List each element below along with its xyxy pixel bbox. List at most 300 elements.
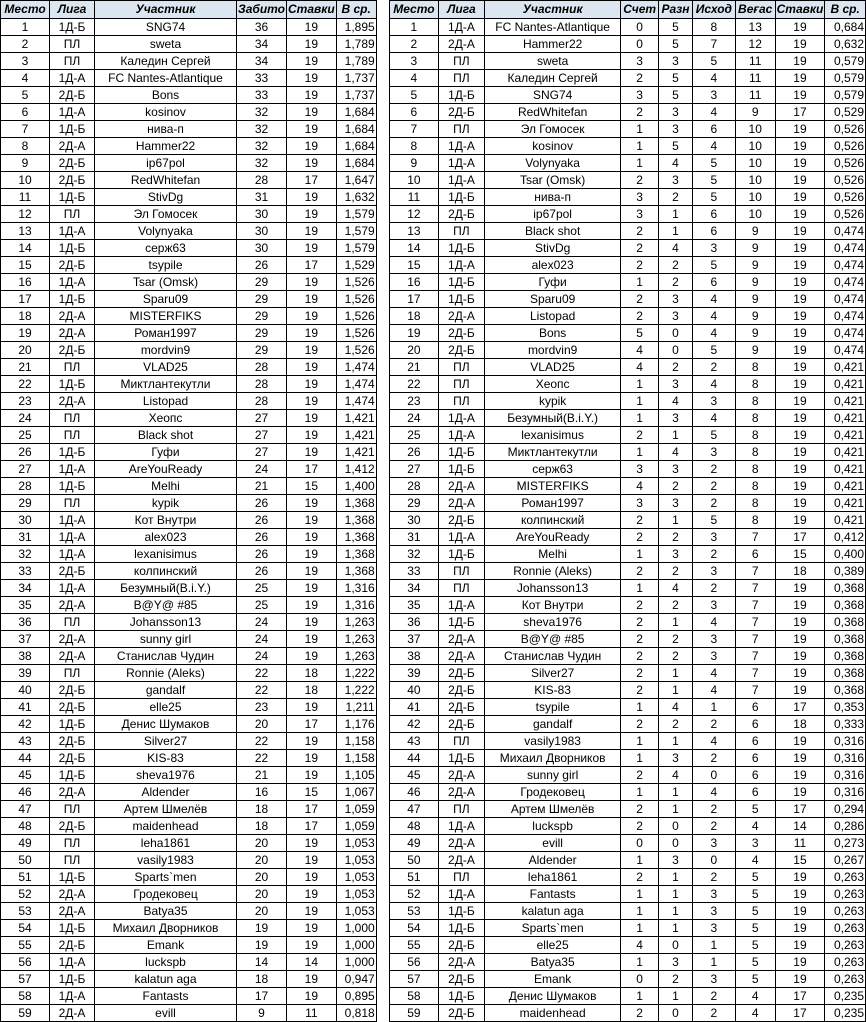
table-row: [1, 886, 377, 903]
table-cell: 4: [692, 376, 735, 393]
table-cell: 3: [659, 172, 693, 189]
table-cell: 18: [237, 818, 287, 835]
table-cell: 40: [390, 682, 439, 699]
table-cell: 19: [287, 342, 337, 359]
table-cell: 28: [237, 359, 287, 376]
table-cell: 0: [621, 19, 659, 36]
table-row: [390, 784, 866, 801]
table-cell: 2: [692, 988, 735, 1005]
table-cell: 40: [1, 682, 50, 699]
table-cell: 19: [775, 70, 825, 87]
table-cell: 1Д-А: [50, 223, 95, 240]
table-cell: 3: [692, 903, 735, 920]
table-cell: Хеопс: [485, 376, 621, 393]
table-cell: 28: [1, 478, 50, 495]
table-cell: 2: [659, 716, 693, 733]
table-cell: 3: [659, 53, 693, 70]
table-cell: Безумный(B.i.Y.): [95, 580, 237, 597]
table-cell: 26: [237, 495, 287, 512]
table-cell: 1Д-А: [50, 512, 95, 529]
table-cell: 19: [287, 308, 337, 325]
table-cell: 1: [659, 988, 693, 1005]
table-cell: 19: [775, 444, 825, 461]
left-table-body: [1, 19, 377, 1022]
table-row: [390, 699, 866, 716]
table-cell: 8: [735, 393, 775, 410]
table-cell: 47: [390, 801, 439, 818]
table-cell: 9: [735, 291, 775, 308]
table-cell: 2Д-А: [50, 903, 95, 920]
table-cell: 15: [287, 478, 337, 495]
table-row: [1, 427, 377, 444]
table-cell: 2: [1, 36, 50, 53]
table-cell: Sparts`men: [95, 869, 237, 886]
table-row: [390, 444, 866, 461]
table-cell: 1,222: [336, 665, 376, 682]
table-cell: 19: [775, 733, 825, 750]
table-cell: 1Д-Б: [50, 444, 95, 461]
column-header: Веғас: [735, 1, 775, 19]
table-cell: 0,333: [825, 716, 866, 733]
table-cell: 6: [735, 546, 775, 563]
table-cell: 0,368: [825, 614, 866, 631]
table-cell: 2Д-А: [438, 954, 484, 971]
table-cell: ПЛ: [438, 359, 484, 376]
table-cell: 2Д-А: [438, 767, 484, 784]
table-cell: 2: [692, 716, 735, 733]
table-row: [390, 1005, 866, 1022]
table-cell: ПЛ: [438, 733, 484, 750]
table-cell: 19: [287, 206, 337, 223]
table-cell: 3: [659, 121, 693, 138]
table-row: [390, 393, 866, 410]
table-cell: 16: [237, 784, 287, 801]
table-cell: 3: [659, 495, 693, 512]
table-cell: 3: [659, 291, 693, 308]
table-cell: 39: [1, 665, 50, 682]
table-cell: 1Д-Б: [438, 750, 484, 767]
table-cell: 2: [659, 597, 693, 614]
table-cell: 4: [659, 444, 693, 461]
table-cell: 12: [390, 206, 439, 223]
table-cell: 2Д-А: [50, 631, 95, 648]
table-cell: 7: [1, 121, 50, 138]
table-cell: luckspb: [95, 954, 237, 971]
table-cell: 19: [287, 563, 337, 580]
table-cell: 2: [621, 70, 659, 87]
table-cell: 1Д-Б: [438, 461, 484, 478]
table-row: [390, 614, 866, 631]
table-cell: 19: [775, 597, 825, 614]
table-cell: Hammer22: [485, 36, 621, 53]
table-cell: 2: [659, 563, 693, 580]
table-row: [390, 291, 866, 308]
table-cell: 19: [287, 512, 337, 529]
table-cell: Станислав Чудин: [485, 648, 621, 665]
table-row: [1, 444, 377, 461]
table-cell: 37: [390, 631, 439, 648]
table-cell: 2: [659, 648, 693, 665]
table-cell: 19: [775, 308, 825, 325]
table-row: [390, 512, 866, 529]
table-cell: Денис Шумаков: [485, 988, 621, 1005]
table-cell: 19: [287, 138, 337, 155]
table-cell: 1: [621, 954, 659, 971]
table-row: [1, 223, 377, 240]
table-cell: 1,647: [336, 172, 376, 189]
table-cell: 0,474: [825, 240, 866, 257]
table-cell: 1,053: [336, 886, 376, 903]
table-cell: 37: [1, 631, 50, 648]
table-cell: lexanisimus: [485, 427, 621, 444]
table-cell: Aldender: [95, 784, 237, 801]
table-cell: серж63: [95, 240, 237, 257]
table-cell: 5: [692, 427, 735, 444]
table-cell: 10: [735, 121, 775, 138]
table-cell: 19: [775, 121, 825, 138]
table-row: [390, 852, 866, 869]
table-cell: 8: [735, 376, 775, 393]
table-cell: 9: [735, 308, 775, 325]
table-cell: 0,526: [825, 189, 866, 206]
table-cell: 1Д-А: [438, 257, 484, 274]
table-cell: 1Д-Б: [50, 121, 95, 138]
table-cell: 1,053: [336, 852, 376, 869]
table-cell: 2: [621, 631, 659, 648]
table-cell: 5: [735, 937, 775, 954]
table-cell: 2: [621, 257, 659, 274]
table-row: [390, 801, 866, 818]
table-cell: 1Д-А: [50, 70, 95, 87]
table-cell: 10: [735, 189, 775, 206]
table-cell: 2Д-А: [50, 393, 95, 410]
table-cell: 2: [621, 512, 659, 529]
table-cell: 1: [659, 733, 693, 750]
table-cell: Гродековец: [485, 784, 621, 801]
table-row: [390, 529, 866, 546]
table-cell: 24: [237, 648, 287, 665]
table-cell: Эл Гомосек: [485, 121, 621, 138]
table-row: [390, 495, 866, 512]
table-cell: 1: [621, 580, 659, 597]
table-cell: 2Д-А: [50, 886, 95, 903]
table-cell: 2: [692, 495, 735, 512]
table-cell: ПЛ: [438, 869, 484, 886]
table-cell: vasily1983: [95, 852, 237, 869]
table-cell: 19: [287, 886, 337, 903]
table-row: [390, 36, 866, 53]
table-cell: 26: [237, 546, 287, 563]
table-cell: 11: [775, 835, 825, 852]
table-row: [390, 240, 866, 257]
table-cell: 2: [621, 767, 659, 784]
table-row: [390, 376, 866, 393]
table-cell: 2Д-Б: [50, 342, 95, 359]
table-cell: 0,526: [825, 172, 866, 189]
table-cell: 3: [692, 886, 735, 903]
table-cell: 5: [621, 325, 659, 342]
table-row: [390, 274, 866, 291]
table-cell: 1Д-А: [50, 104, 95, 121]
table-cell: 19: [775, 291, 825, 308]
table-cell: 1Д-Б: [50, 869, 95, 886]
table-cell: 1,000: [336, 954, 376, 971]
table-cell: 0: [659, 1005, 693, 1022]
table-cell: 19: [287, 121, 337, 138]
table-cell: 7: [735, 648, 775, 665]
table-cell: 44: [390, 750, 439, 767]
table-cell: 2Д-Б: [50, 937, 95, 954]
table-row: [390, 835, 866, 852]
table-cell: 9: [735, 257, 775, 274]
table-cell: Listopad: [485, 308, 621, 325]
table-cell: 2Д-Б: [438, 665, 484, 682]
table-cell: Ronnie (Aleks): [95, 665, 237, 682]
table-row: [390, 87, 866, 104]
table-cell: 17: [775, 1005, 825, 1022]
table-row: [1, 359, 377, 376]
table-cell: leha1861: [95, 835, 237, 852]
table-cell: 1,632: [336, 189, 376, 206]
table-cell: 9: [735, 104, 775, 121]
column-header: В ср.: [336, 1, 376, 19]
table-cell: 2: [621, 716, 659, 733]
table-cell: 27: [237, 410, 287, 427]
table-cell: 0,474: [825, 291, 866, 308]
table-cell: 19: [287, 104, 337, 121]
table-row: [390, 716, 866, 733]
table-cell: 19: [287, 427, 337, 444]
table-row: [390, 546, 866, 563]
table-cell: Bons: [485, 325, 621, 342]
table-cell: 2Д-Б: [50, 682, 95, 699]
table-row: [1, 53, 377, 70]
column-header: Место: [1, 1, 50, 19]
table-cell: 6: [692, 223, 735, 240]
table-cell: 19: [775, 750, 825, 767]
table-cell: 14: [237, 954, 287, 971]
table-cell: 12: [1, 206, 50, 223]
table-cell: 2Д-А: [50, 138, 95, 155]
table-cell: 27: [1, 461, 50, 478]
table-cell: 19: [775, 359, 825, 376]
table-cell: 1,789: [336, 53, 376, 70]
table-cell: 3: [621, 495, 659, 512]
table-cell: Volynyaka: [485, 155, 621, 172]
table-cell: 22: [237, 682, 287, 699]
table-cell: 2: [659, 359, 693, 376]
table-cell: 28: [237, 393, 287, 410]
table-cell: 50: [390, 852, 439, 869]
table-cell: 22: [237, 665, 287, 682]
table-cell: 4: [692, 410, 735, 427]
table-cell: Станислав Чудин: [95, 648, 237, 665]
table-cell: 0,421: [825, 376, 866, 393]
table-cell: 2Д-Б: [50, 172, 95, 189]
table-cell: 1: [659, 784, 693, 801]
table-cell: tsypile: [95, 257, 237, 274]
table-cell: Listopad: [95, 393, 237, 410]
table-cell: 21: [1, 359, 50, 376]
table-cell: 5: [1, 87, 50, 104]
table-cell: 3: [692, 87, 735, 104]
table-cell: 33: [237, 70, 287, 87]
table-cell: 1: [659, 206, 693, 223]
table-cell: Emank: [95, 937, 237, 954]
table-cell: 1Д-А: [438, 427, 484, 444]
table-cell: ПЛ: [50, 36, 95, 53]
table-cell: 1,526: [336, 291, 376, 308]
table-row: [1, 325, 377, 342]
table-row: [1, 648, 377, 665]
table-cell: Гуфи: [95, 444, 237, 461]
table-cell: 19: [287, 631, 337, 648]
table-cell: 2: [621, 308, 659, 325]
table-cell: 1Д-Б: [50, 376, 95, 393]
table-cell: 1Д-Б: [50, 19, 95, 36]
table-cell: 47: [1, 801, 50, 818]
table-row: [1, 206, 377, 223]
table-cell: 56: [390, 954, 439, 971]
table-cell: 0: [659, 835, 693, 852]
table-cell: maidenhead: [485, 1005, 621, 1022]
table-cell: 49: [390, 835, 439, 852]
table-cell: 28: [237, 376, 287, 393]
table-cell: 1: [390, 19, 439, 36]
table-cell: 1: [659, 920, 693, 937]
table-cell: 0: [659, 325, 693, 342]
table-cell: 0,368: [825, 648, 866, 665]
table-cell: 4: [659, 580, 693, 597]
table-cell: 2Д-Б: [438, 971, 484, 988]
table-cell: 0,368: [825, 682, 866, 699]
table-cell: 23: [1, 393, 50, 410]
table-cell: 17: [775, 104, 825, 121]
table-cell: 26: [1, 444, 50, 461]
table-cell: Роман1997: [95, 325, 237, 342]
table-cell: 2: [621, 648, 659, 665]
table-row: [390, 138, 866, 155]
table-cell: 1,526: [336, 274, 376, 291]
table-cell: 1,368: [336, 495, 376, 512]
table-cell: 10: [390, 172, 439, 189]
table-cell: lexanisimus: [95, 546, 237, 563]
table-cell: 1: [659, 665, 693, 682]
table-cell: колпинский: [485, 512, 621, 529]
table-cell: FC Nantes-Atlantique: [485, 19, 621, 36]
table-cell: 9: [735, 274, 775, 291]
table-cell: 1: [659, 223, 693, 240]
table-cell: 26: [237, 512, 287, 529]
table-cell: 1Д-А: [50, 274, 95, 291]
table-cell: 7: [735, 682, 775, 699]
table-row: [1, 852, 377, 869]
table-cell: 29: [237, 274, 287, 291]
table-cell: 3: [621, 87, 659, 104]
table-cell: 2Д-А: [438, 852, 484, 869]
table-cell: 19: [775, 53, 825, 70]
table-cell: 1Д-А: [438, 410, 484, 427]
table-cell: 9: [735, 223, 775, 240]
table-cell: kosinov: [95, 104, 237, 121]
table-cell: sunny girl: [95, 631, 237, 648]
table-cell: 19: [287, 767, 337, 784]
table-cell: 1: [621, 376, 659, 393]
table-cell: 10: [735, 172, 775, 189]
table-cell: 1Д-Б: [438, 920, 484, 937]
table-row: [1, 614, 377, 631]
table-cell: 1: [621, 393, 659, 410]
table-cell: 1: [659, 614, 693, 631]
table-row: [1, 784, 377, 801]
table-cell: 58: [390, 988, 439, 1005]
table-cell: 1,684: [336, 121, 376, 138]
table-cell: 14: [775, 818, 825, 835]
table-cell: KIS-83: [485, 682, 621, 699]
table-row: [390, 461, 866, 478]
table-cell: 1,895: [336, 19, 376, 36]
table-cell: 19: [287, 699, 337, 716]
table-cell: 17: [287, 716, 337, 733]
table-cell: 35: [1, 597, 50, 614]
table-cell: 2: [621, 801, 659, 818]
table-cell: 0,421: [825, 410, 866, 427]
table-cell: 1: [621, 988, 659, 1005]
table-cell: 2Д-Б: [438, 104, 484, 121]
table-cell: 1,158: [336, 750, 376, 767]
table-cell: Гуфи: [485, 274, 621, 291]
table-cell: Безумный(B.i.Y.): [485, 410, 621, 427]
table-row: [390, 869, 866, 886]
table-cell: 39: [390, 665, 439, 682]
table-cell: 17: [775, 699, 825, 716]
table-cell: AreYouReady: [95, 461, 237, 478]
table-cell: 4: [621, 342, 659, 359]
table-cell: 22: [390, 376, 439, 393]
table-cell: 19: [775, 427, 825, 444]
table-cell: 8: [1, 138, 50, 155]
table-cell: 2Д-Б: [50, 257, 95, 274]
table-cell: 18: [390, 308, 439, 325]
table-cell: 10: [735, 155, 775, 172]
table-cell: 1Д-Б: [438, 240, 484, 257]
table-cell: ПЛ: [50, 665, 95, 682]
table-cell: 19: [237, 937, 287, 954]
table-cell: 1,368: [336, 563, 376, 580]
table-cell: 18: [1, 308, 50, 325]
table-cell: 1Д-Б: [50, 971, 95, 988]
table-cell: mordvin9: [95, 342, 237, 359]
table-cell: 19: [775, 87, 825, 104]
table-cell: 4: [1, 70, 50, 87]
table-cell: MISTERFIKS: [485, 478, 621, 495]
table-row: [390, 665, 866, 682]
table-cell: 6: [735, 699, 775, 716]
table-cell: 20: [1, 342, 50, 359]
table-cell: 3: [692, 971, 735, 988]
table-cell: 10: [1, 172, 50, 189]
table-cell: 2: [621, 172, 659, 189]
table-cell: 36: [237, 19, 287, 36]
table-cell: ПЛ: [50, 835, 95, 852]
column-header: Счет: [621, 1, 659, 19]
table-cell: 1Д-А: [438, 886, 484, 903]
table-cell: ПЛ: [50, 614, 95, 631]
table-cell: 48: [1, 818, 50, 835]
table-row: [1, 580, 377, 597]
table-cell: 1Д-А: [438, 529, 484, 546]
table-cell: 1Д-Б: [50, 189, 95, 206]
